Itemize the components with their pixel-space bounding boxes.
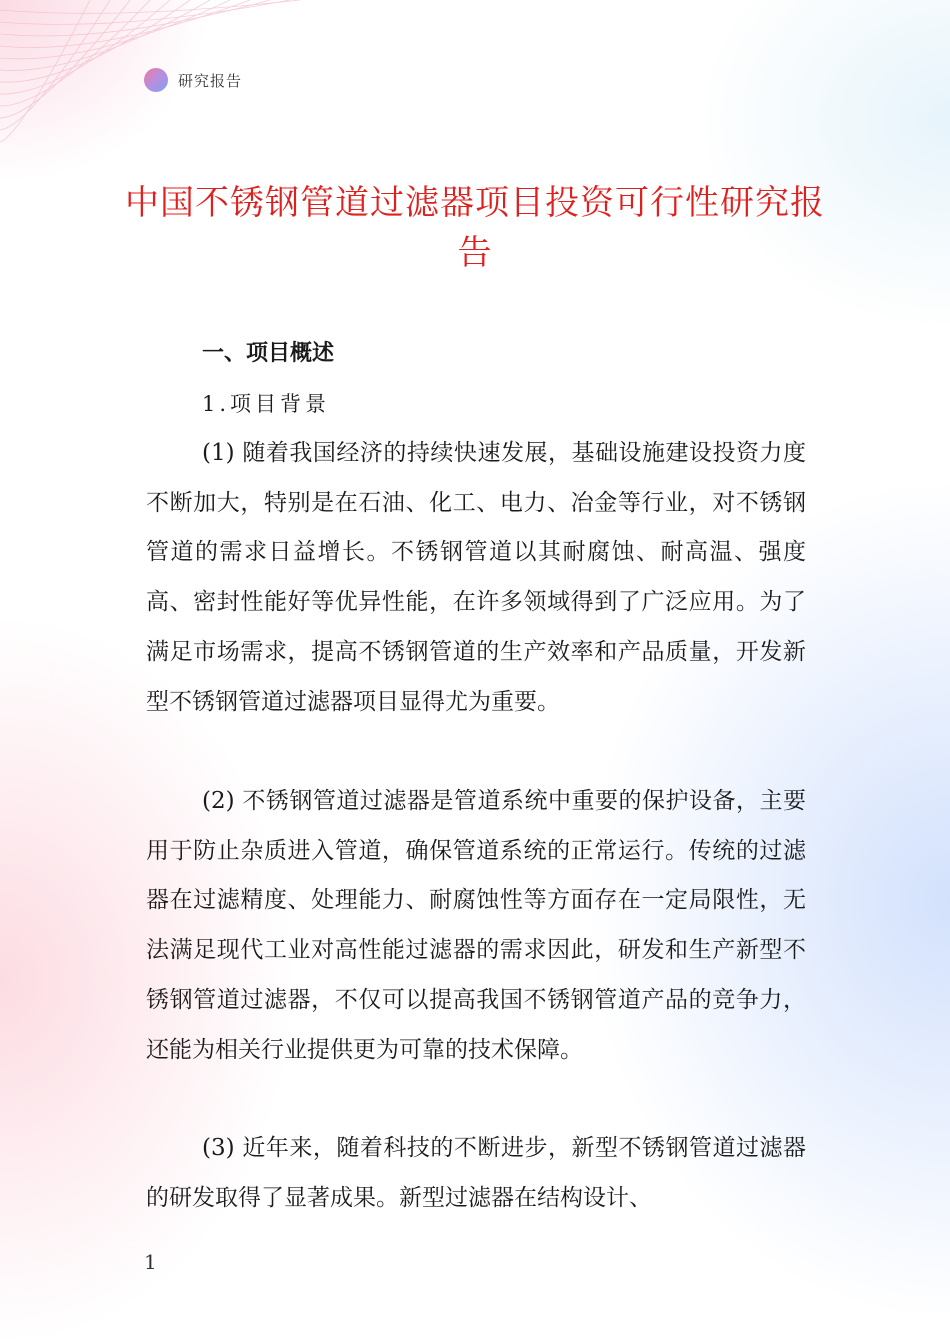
paragraph-2: (2) 不锈钢管道过滤器是管道系统中重要的保护设备，主要用于防止杂质进入管道，确保管道系统的正常运行。传统的过滤器在过滤精度、处理能力、耐腐蚀性等方面存在一定局限性，无法满足现代工业对高性能过滤器的需求因此，研发和生产新型不锈钢管道过滤器，不仅可以提高我国不锈钢管道产品的竞争力，还能为相关行业提供更为可靠的技术保障。	[146, 788, 806, 1063]
paragraph-1: (1) 随着我国经济的持续快速发展，基础设施建设投资力度不断加大，特别是在石油、化工、电力、冶金等行业，对不锈钢管道的需求日益增长。不锈钢管道以其耐腐蚀、耐高温、强度高、密封性能好等优异性能，在许多领域得到了广泛应用。为了满足市场需求，提高不锈钢管道的生产效率和产品质量，开发新型不锈钢管道过滤器项目显得尤为重要。	[146, 440, 806, 715]
logo-icon	[144, 68, 168, 92]
page-number: 1	[144, 1250, 157, 1274]
paragraph-3: (3) 近年来，随着科技的不断进步，新型不锈钢管道过滤器的研发取得了显著成果。新型过滤器在结构设计、	[146, 1135, 806, 1211]
header-label: 研究报告	[178, 71, 243, 90]
report-header	[144, 68, 242, 92]
section-heading: 一、项目概述	[202, 341, 335, 366]
subsection-heading: 1.项目背景	[202, 392, 331, 416]
document-title: 中国不锈钢管道过滤器项目投资可行性研究报告	[125, 183, 825, 273]
